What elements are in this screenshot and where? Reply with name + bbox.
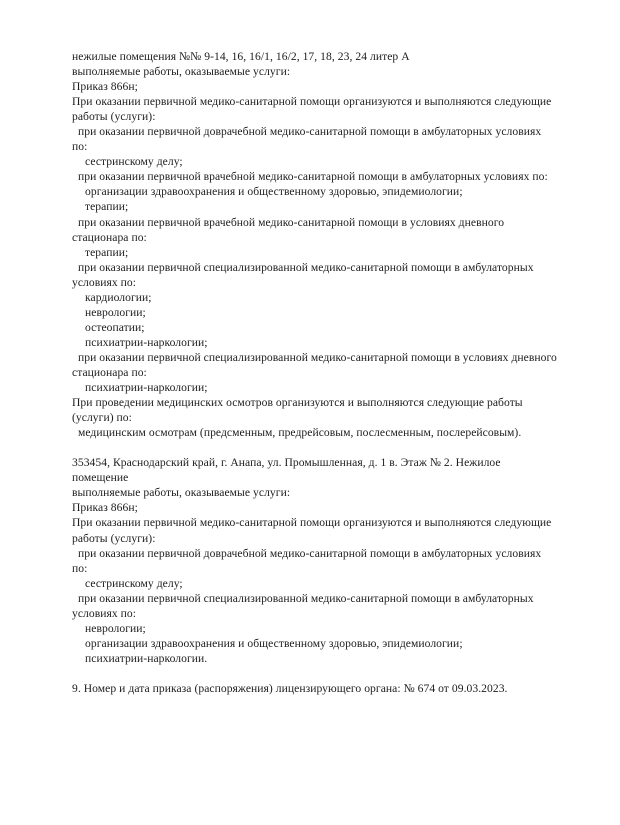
text-line: при оказании первичной доврачебной медико-санитарной помощи в амбулаторных условиях (78, 546, 542, 560)
text-line: Приказ 866н; (72, 80, 138, 94)
text-line: при оказании первичной врачебной медико-санитарной помощи в условиях дневного (78, 215, 505, 229)
text-line: неврологии; (85, 305, 146, 319)
text-line: медицинским осмотрам (предсменным, предрейсовым, послесменным, послерейсовым). (78, 426, 522, 440)
text-line: (услуги) по: (72, 411, 132, 425)
text-line: выполняемые работы, оказываемые услуги: (72, 486, 291, 500)
document-text-block (72, 49, 602, 696)
text-line: помещение (72, 471, 129, 485)
text-line: При оказании первичной медико-санитарной помощи организуются и выполняются следующие (72, 95, 552, 109)
text-line: При проведении медицинских осмотров организуются и выполняются следующие работы (72, 396, 523, 410)
text-line: терапии; (85, 200, 129, 214)
text-line: работы (услуги): (72, 531, 156, 545)
blank-line (72, 440, 602, 455)
text-line: сестринскому делу; (85, 155, 183, 169)
text-line: Приказ 866н; (72, 501, 138, 515)
text-line: условиях по: (72, 275, 137, 289)
text-line: стационара по: (72, 365, 147, 379)
text-line: при оказании первичной специализированной медико-санитарной помощи в амбулаторных (78, 260, 534, 274)
text-line: стационара по: (72, 230, 147, 244)
text-line: при оказании первичной специализированной медико-санитарной помощи в условиях дневного (78, 350, 557, 364)
text-line: организации здравоохранения и общественному здоровью, эпидемиологии; (85, 185, 463, 199)
text-line: выполняемые работы, оказываемые услуги: (72, 65, 291, 79)
text-line: При оказании первичной медико-санитарной помощи организуются и выполняются следующие (72, 516, 552, 530)
text-line: сестринскому делу; (85, 576, 183, 590)
text-line: при оказании первичной врачебной медико-санитарной помощи в амбулаторных условиях по: (78, 170, 548, 184)
text-line: при оказании первичной специализированной медико-санитарной помощи в амбулаторных (78, 591, 534, 605)
text-line: психиатрии-наркологии. (85, 651, 208, 665)
text-line: нежилые помещения №№ 9-14, 16, 16/1, 16/2, 17, 18, 23, 24 литер А (72, 50, 410, 63)
text-line: психиатрии-наркологии; (85, 335, 208, 349)
text-line: кардиологии; (85, 290, 152, 304)
text-line: остеопатии; (85, 320, 145, 334)
text-line: 9. Номер и дата приказа (распоряжения) лицензирующего органа: № 674 от 09.03.2023. (72, 681, 508, 695)
text-line: при оказании первичной доврачебной медико-санитарной помощи в амбулаторных условиях (78, 125, 542, 139)
text-line: по: (72, 140, 88, 154)
text-line: условиях по: (72, 606, 137, 620)
text-line: психиатрии-наркологии; (85, 381, 208, 395)
blank-line (72, 666, 602, 681)
text-line: терапии; (85, 245, 129, 259)
text-line: работы (услуги): (72, 110, 156, 124)
text-line: организации здравоохранения и общественному здоровью, эпидемиологии; (85, 636, 463, 650)
text-line: неврологии; (85, 621, 146, 635)
text-line: 353454, Краснодарский край, г. Анапа, ул. Промышленная, д. 1 в. Этаж № 2. Нежилое (72, 456, 501, 470)
text-line: по: (72, 561, 88, 575)
